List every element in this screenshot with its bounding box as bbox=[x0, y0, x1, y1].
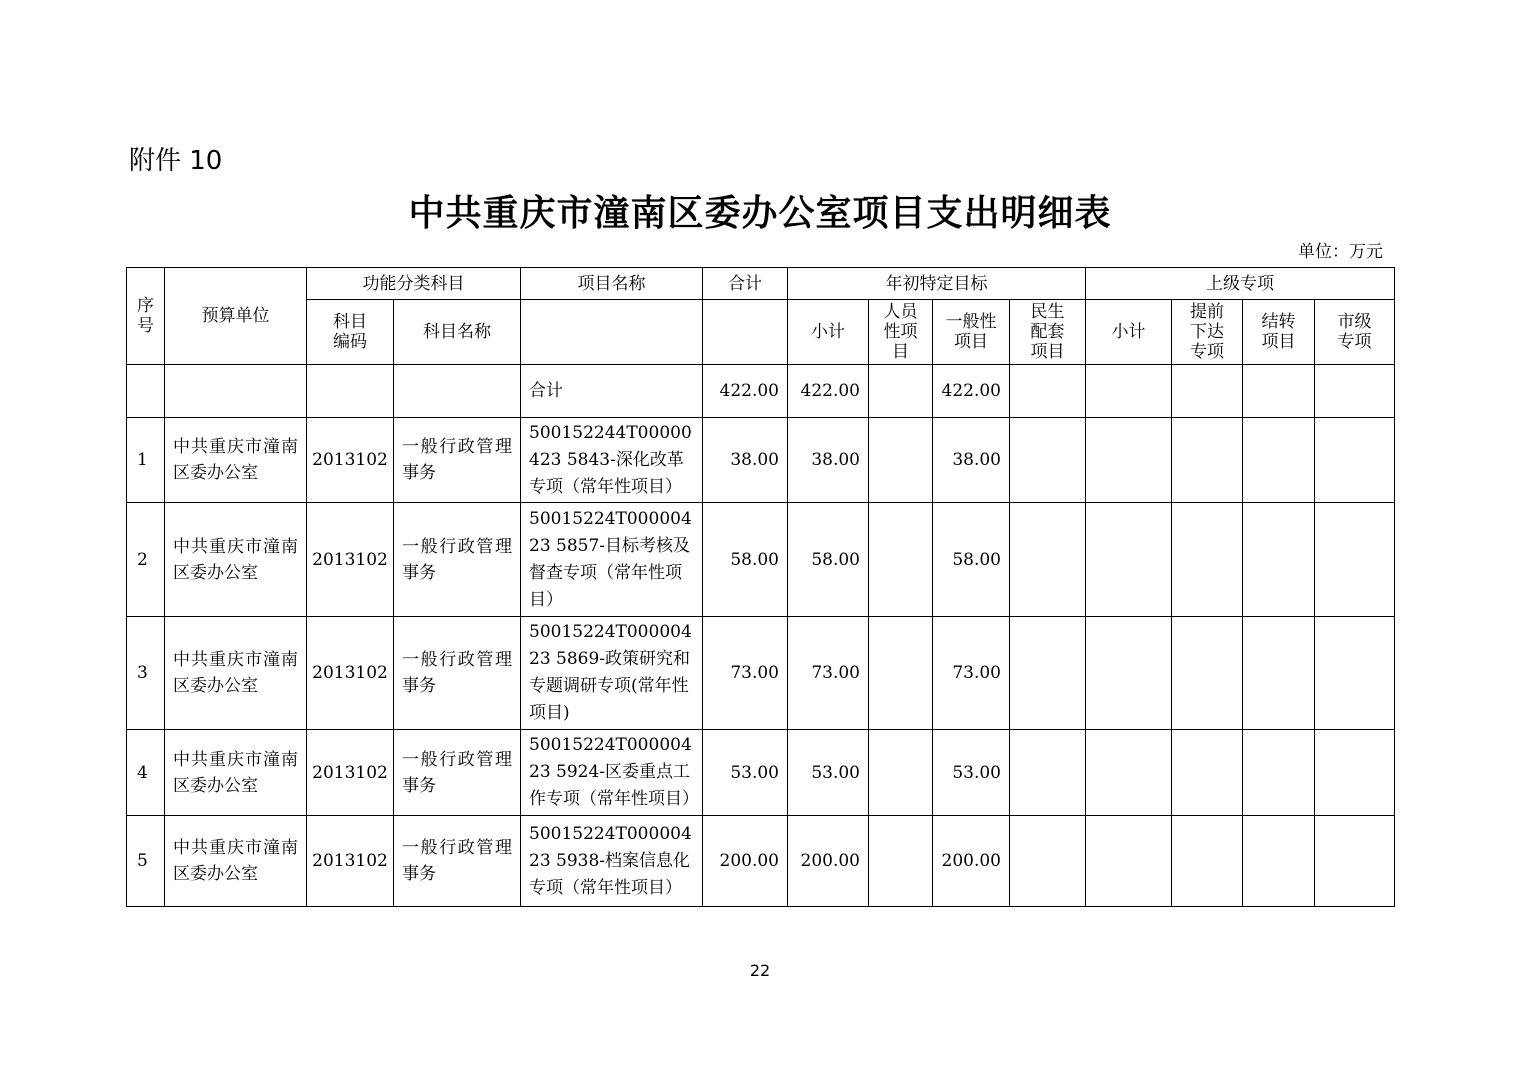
row-general: 58.00 bbox=[933, 503, 1010, 617]
row-personnel bbox=[869, 816, 933, 907]
header-function-subject: 功能分类科目 bbox=[307, 268, 521, 300]
header-advance: 提前下达专项 bbox=[1172, 300, 1243, 365]
unit-label: 单位：万元 bbox=[1298, 242, 1383, 262]
row-city-level bbox=[1315, 816, 1395, 907]
row-advance bbox=[1172, 730, 1243, 816]
table-row bbox=[127, 816, 1395, 907]
row-subject-name: 一般行政管理事务 bbox=[394, 617, 521, 730]
row-city-level bbox=[1315, 418, 1395, 503]
total-cell-code bbox=[307, 365, 394, 418]
row-superior-subtotal bbox=[1086, 617, 1172, 730]
row-personnel bbox=[869, 617, 933, 730]
row-superior-subtotal bbox=[1086, 730, 1172, 816]
total-label: 合计 bbox=[521, 365, 703, 418]
total-livelihood bbox=[1010, 365, 1086, 418]
row-budget-unit: 中共重庆市潼南区委办公室 bbox=[165, 418, 307, 503]
row-annual-subtotal: 53.00 bbox=[788, 730, 869, 816]
row-annual-subtotal: 58.00 bbox=[788, 503, 869, 617]
row-budget-unit: 中共重庆市潼南区委办公室 bbox=[165, 617, 307, 730]
total-cell-unit bbox=[165, 365, 307, 418]
header-total-empty bbox=[703, 300, 788, 365]
row-total: 73.00 bbox=[703, 617, 788, 730]
row-budget-unit: 中共重庆市潼南区委办公室 bbox=[165, 730, 307, 816]
table-row bbox=[127, 503, 1395, 617]
row-project-name: 50015224T00000423 5869-政策研究和专题调研专项(常年性项目) bbox=[521, 617, 703, 730]
row-general: 38.00 bbox=[933, 418, 1010, 503]
header-project-name: 项目名称 bbox=[521, 268, 703, 300]
row-advance bbox=[1172, 617, 1243, 730]
total-advance bbox=[1172, 365, 1243, 418]
row-city-level bbox=[1315, 617, 1395, 730]
total-cell-subject bbox=[394, 365, 521, 418]
header-carryover: 结转项目 bbox=[1243, 300, 1315, 365]
header-seq: 序号 bbox=[127, 268, 165, 365]
row-budget-unit: 中共重庆市潼南区委办公室 bbox=[165, 816, 307, 907]
row-subject-name: 一般行政管理事务 bbox=[394, 503, 521, 617]
row-livelihood bbox=[1010, 418, 1086, 503]
row-annual-subtotal: 73.00 bbox=[788, 617, 869, 730]
row-carryover bbox=[1243, 418, 1315, 503]
header-subject-name: 科目名称 bbox=[394, 300, 521, 365]
header-budget-unit: 预算单位 bbox=[165, 268, 307, 365]
table-row bbox=[127, 418, 1395, 503]
row-annual-subtotal: 200.00 bbox=[788, 816, 869, 907]
row-annual-subtotal: 38.00 bbox=[788, 418, 869, 503]
row-advance bbox=[1172, 503, 1243, 617]
row-general: 73.00 bbox=[933, 617, 1010, 730]
header-subject-code: 科目编码 bbox=[307, 300, 394, 365]
row-seq: 3 bbox=[127, 617, 165, 730]
header-superior-subtotal: 小计 bbox=[1086, 300, 1172, 365]
row-subject-code: 2013102 bbox=[307, 503, 394, 617]
row-superior-subtotal bbox=[1086, 418, 1172, 503]
row-carryover bbox=[1243, 730, 1315, 816]
row-general: 53.00 bbox=[933, 730, 1010, 816]
row-personnel bbox=[869, 503, 933, 617]
header-total: 合计 bbox=[703, 268, 788, 300]
row-budget-unit: 中共重庆市潼南区委办公室 bbox=[165, 503, 307, 617]
row-livelihood bbox=[1010, 816, 1086, 907]
table-row bbox=[127, 617, 1395, 730]
row-city-level bbox=[1315, 503, 1395, 617]
header-general: 一般性项目 bbox=[933, 300, 1010, 365]
row-advance bbox=[1172, 418, 1243, 503]
row-total: 200.00 bbox=[703, 816, 788, 907]
row-livelihood bbox=[1010, 617, 1086, 730]
row-subject-code: 2013102 bbox=[307, 418, 394, 503]
expense-detail-table bbox=[126, 267, 1395, 907]
header-personnel: 人员性项目 bbox=[869, 300, 933, 365]
row-project-name: 50015224T00000423 5924-区委重点工作专项（常年性项目） bbox=[521, 730, 703, 816]
total-carryover bbox=[1243, 365, 1315, 418]
row-subject-code: 2013102 bbox=[307, 617, 394, 730]
row-project-name: 500152244T00000423 5843-深化改革专项（常年性项目） bbox=[521, 418, 703, 503]
row-subject-name: 一般行政管理事务 bbox=[394, 730, 521, 816]
total-row bbox=[127, 365, 1395, 418]
row-carryover bbox=[1243, 816, 1315, 907]
row-seq: 1 bbox=[127, 418, 165, 503]
row-seq: 2 bbox=[127, 503, 165, 617]
total-general: 422.00 bbox=[933, 365, 1010, 418]
row-subject-code: 2013102 bbox=[307, 816, 394, 907]
row-seq: 5 bbox=[127, 816, 165, 907]
row-personnel bbox=[869, 730, 933, 816]
row-total: 38.00 bbox=[703, 418, 788, 503]
total-annual-subtotal: 422.00 bbox=[788, 365, 869, 418]
row-total: 53.00 bbox=[703, 730, 788, 816]
header-project-name-empty bbox=[521, 300, 703, 365]
header-city-level: 市级专项 bbox=[1315, 300, 1395, 365]
row-carryover bbox=[1243, 503, 1315, 617]
table-row bbox=[127, 730, 1395, 816]
row-total: 58.00 bbox=[703, 503, 788, 617]
row-superior-subtotal bbox=[1086, 816, 1172, 907]
row-subject-code: 2013102 bbox=[307, 730, 394, 816]
row-advance bbox=[1172, 816, 1243, 907]
header-row-1 bbox=[127, 268, 1395, 300]
total-personnel bbox=[869, 365, 933, 418]
page-number: 22 bbox=[749, 961, 771, 980]
row-livelihood bbox=[1010, 730, 1086, 816]
row-subject-name: 一般行政管理事务 bbox=[394, 418, 521, 503]
header-annual-target: 年初特定目标 bbox=[788, 268, 1086, 300]
row-seq: 4 bbox=[127, 730, 165, 816]
total-cell-seq bbox=[127, 365, 165, 418]
page-title: 中共重庆市潼南区委办公室项目支出明细表 bbox=[408, 192, 1112, 234]
header-annual-subtotal: 小计 bbox=[788, 300, 869, 365]
row-subject-name: 一般行政管理事务 bbox=[394, 816, 521, 907]
row-personnel bbox=[869, 418, 933, 503]
total-sum: 422.00 bbox=[703, 365, 788, 418]
header-row-2 bbox=[127, 300, 1395, 365]
header-livelihood: 民生配套项目 bbox=[1010, 300, 1086, 365]
row-city-level bbox=[1315, 730, 1395, 816]
row-livelihood bbox=[1010, 503, 1086, 617]
row-general: 200.00 bbox=[933, 816, 1010, 907]
row-project-name: 50015224T00000423 5857-目标考核及督查专项（常年性项目） bbox=[521, 503, 703, 617]
attachment-label: 附件 10 bbox=[129, 146, 223, 176]
row-superior-subtotal bbox=[1086, 503, 1172, 617]
header-superior-special: 上级专项 bbox=[1086, 268, 1395, 300]
total-superior-subtotal bbox=[1086, 365, 1172, 418]
row-carryover bbox=[1243, 617, 1315, 730]
row-project-name: 50015224T00000423 5938-档案信息化专项（常年性项目） bbox=[521, 816, 703, 907]
total-city-level bbox=[1315, 365, 1395, 418]
